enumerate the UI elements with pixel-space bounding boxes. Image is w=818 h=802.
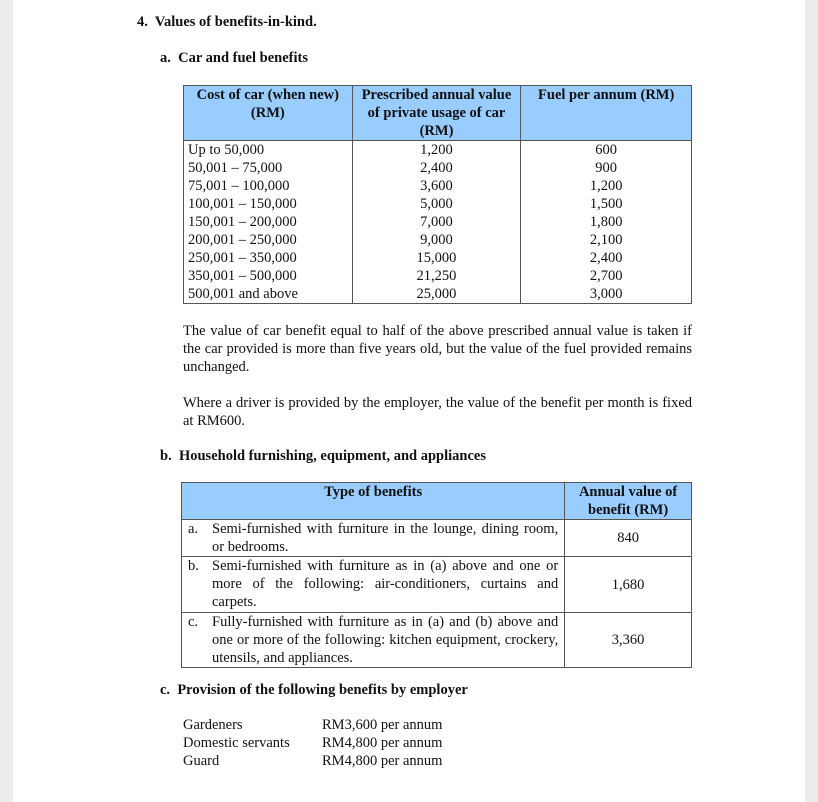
fuel-cell: 1,500 bbox=[521, 195, 692, 213]
cost-cell: 200,001 – 250,000 bbox=[184, 231, 353, 249]
table-row bbox=[184, 177, 692, 195]
provision-value: RM4,800 per annum bbox=[322, 735, 443, 751]
driver-benefit-note: Where a driver is provided by the employer, the value of the benefit per month is fixed at RM600. bbox=[183, 395, 692, 429]
prescribed-value-cell: 25,000 bbox=[352, 285, 521, 304]
provision-name: Domestic servants bbox=[183, 735, 290, 751]
prescribed-value-cell: 5,000 bbox=[352, 195, 521, 213]
header-type: Type of benefits bbox=[182, 483, 565, 520]
section-heading bbox=[137, 13, 317, 31]
table-row bbox=[182, 557, 692, 613]
heading-title: Values of benefits-in-kind. bbox=[154, 14, 317, 30]
benefit-type-cell bbox=[182, 557, 565, 613]
provision-value: RM4,800 per annum bbox=[322, 753, 443, 769]
household-benefits-table bbox=[181, 482, 692, 668]
heading-number: 4. bbox=[137, 14, 148, 30]
table-row bbox=[184, 285, 692, 304]
cost-cell: 350,001 – 500,000 bbox=[184, 267, 353, 285]
subsection-label: a. bbox=[160, 50, 171, 66]
subsection-b-heading bbox=[160, 447, 486, 465]
subsection-label: b. bbox=[160, 448, 172, 464]
benefit-type-cell bbox=[182, 613, 565, 668]
table-row bbox=[182, 613, 692, 668]
fuel-cell: 2,700 bbox=[521, 267, 692, 285]
subsection-title: Household furnishing, equipment, and appliances bbox=[178, 448, 486, 464]
cost-cell: 250,001 – 350,000 bbox=[184, 249, 353, 267]
fuel-cell: 2,400 bbox=[521, 249, 692, 267]
cost-cell: 100,001 – 150,000 bbox=[184, 195, 353, 213]
table-row bbox=[184, 231, 692, 249]
provision-name: Gardeners bbox=[183, 717, 243, 733]
fuel-cell: 3,000 bbox=[521, 285, 692, 304]
subsection-title: Provision of the following benefits by employer bbox=[177, 682, 468, 698]
prescribed-value-cell: 7,000 bbox=[352, 213, 521, 231]
header-fuel: Fuel per annum (RM) bbox=[521, 86, 692, 141]
header-annual-value: Annual value of benefit (RM) bbox=[565, 483, 692, 520]
benefit-value-cell: 840 bbox=[565, 520, 692, 557]
subsection-label: c. bbox=[160, 682, 171, 698]
cost-cell: 75,001 – 100,000 bbox=[184, 177, 353, 195]
fuel-cell: 2,100 bbox=[521, 231, 692, 249]
prescribed-value-cell: 15,000 bbox=[352, 249, 521, 267]
item-text: Fully-furnished with furniture as in (a) and (b) above and one or more of the following: kitchen equipment, crockery, utensils, and appliances. bbox=[212, 614, 559, 666]
benefit-value-cell: 1,680 bbox=[565, 557, 692, 613]
subsection-c-heading bbox=[160, 681, 468, 699]
item-text: Semi-furnished with furniture as in (a) above and one or more of the following: air-conditioners, curtains and carpets. bbox=[212, 558, 559, 610]
table-row bbox=[184, 249, 692, 267]
provision-name: Guard bbox=[183, 753, 220, 769]
prescribed-value-cell: 3,600 bbox=[352, 177, 521, 195]
cost-cell: Up to 50,000 bbox=[184, 141, 353, 160]
car-fuel-table bbox=[183, 85, 692, 304]
fuel-cell: 900 bbox=[521, 159, 692, 177]
subsection-title: Car and fuel benefits bbox=[178, 50, 308, 66]
table-row bbox=[184, 141, 692, 160]
item-label: c. bbox=[188, 614, 199, 630]
prescribed-value-cell: 9,000 bbox=[352, 231, 521, 249]
subsection-a-heading bbox=[160, 49, 308, 67]
cost-cell: 150,001 – 200,000 bbox=[184, 213, 353, 231]
item-label: b. bbox=[188, 558, 199, 574]
fuel-cell: 1,800 bbox=[521, 213, 692, 231]
benefit-value-cell: 3,360 bbox=[565, 613, 692, 668]
cost-cell: 50,001 – 75,000 bbox=[184, 159, 353, 177]
provision-value: RM3,600 per annum bbox=[322, 717, 443, 733]
table-header-row bbox=[184, 86, 692, 141]
header-cost: Cost of car (when new) (RM) bbox=[184, 86, 353, 141]
item-text: Semi-furnished with furniture in the lounge, dining room, or bedrooms. bbox=[212, 521, 559, 555]
fuel-cell: 1,200 bbox=[521, 177, 692, 195]
cost-cell: 500,001 and above bbox=[184, 285, 353, 304]
table-row bbox=[182, 520, 692, 557]
benefit-type-cell bbox=[182, 520, 565, 557]
table-row bbox=[184, 159, 692, 177]
fuel-cell: 600 bbox=[521, 141, 692, 160]
prescribed-value-cell: 21,250 bbox=[352, 267, 521, 285]
table-row bbox=[184, 267, 692, 285]
prescribed-value-cell: 2,400 bbox=[352, 159, 521, 177]
prescribed-value-cell: 1,200 bbox=[352, 141, 521, 160]
table-row bbox=[184, 195, 692, 213]
table-header-row bbox=[182, 483, 692, 520]
car-benefit-note: The value of car benefit equal to half of the above prescribed annual value is taken if the car provided is more than five years old, but the value of the fuel provided remains unchanged. bbox=[183, 323, 692, 375]
item-label: a. bbox=[188, 521, 199, 537]
header-prescribed-value: Prescribed annual value of private usage of car (RM) bbox=[352, 86, 521, 141]
table-row bbox=[184, 213, 692, 231]
